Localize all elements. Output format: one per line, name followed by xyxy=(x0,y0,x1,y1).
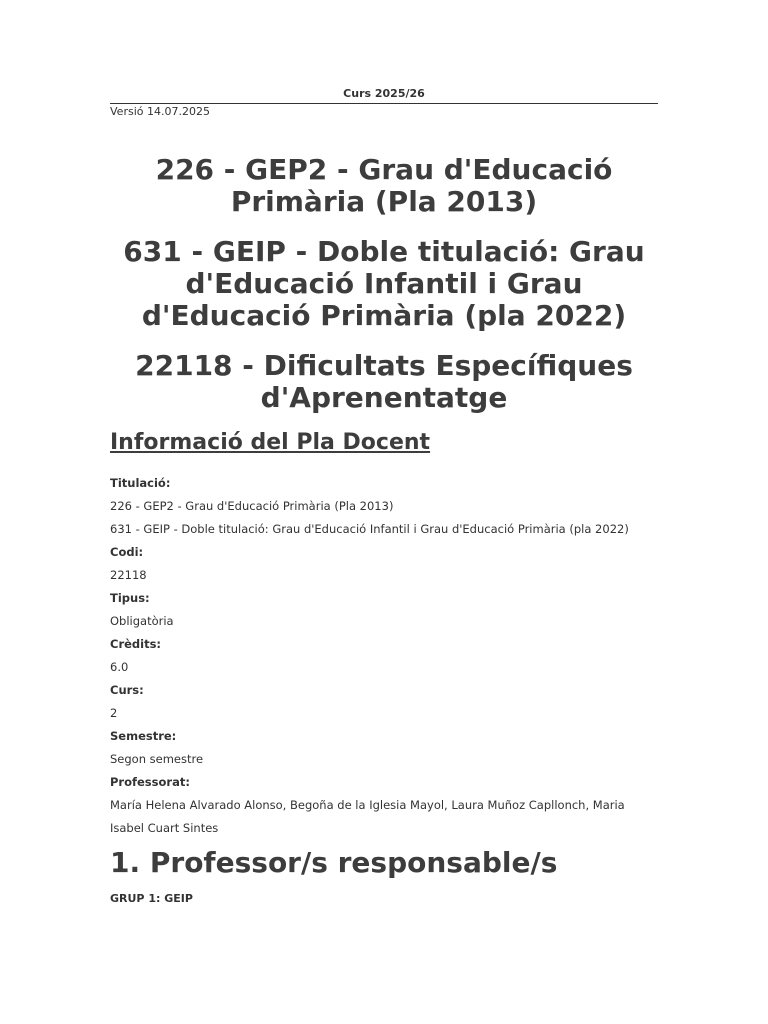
tipus-label: Tipus: xyxy=(110,591,150,605)
header-divider xyxy=(110,103,658,104)
titulacio-label: Titulació: xyxy=(110,476,171,490)
section-1-heading: 1. Professor/s responsable/s xyxy=(110,846,558,879)
professorat-label: Professorat: xyxy=(110,775,190,789)
titulacio-value-2: 631 - GEIP - Doble titulació: Grau d'Educació Infantil i Grau d'Educació Primària (pla 2022) xyxy=(110,522,629,536)
info-section-heading: Informació del Pla Docent xyxy=(110,430,431,455)
tipus-value: Obligatòria xyxy=(110,614,174,628)
plan-title-geip: 631 - GEIP - Doble titulació: Grau d'Educació Infantil i Grau d'Educació Primària (pla 2022) xyxy=(123,235,645,332)
codi-label: Codi: xyxy=(110,545,144,559)
version-label: Versió 14.07.2025 xyxy=(110,105,210,118)
semestre-label: Semestre: xyxy=(110,729,177,743)
credits-value: 6.0 xyxy=(110,660,129,674)
semestre-value: Segon semestre xyxy=(110,752,204,766)
subject-title: 22118 - Dificultats Específiques d'Aprenentatge xyxy=(135,349,633,414)
curs-value: 2 xyxy=(110,706,118,720)
titulacio-value-1: 226 - GEP2 - Grau d'Educació Primària (Pla 2013) xyxy=(110,499,394,513)
codi-value: 22118 xyxy=(110,568,147,582)
group-label: GRUP 1: GEIP xyxy=(110,892,193,905)
credits-label: Crèdits: xyxy=(110,637,162,651)
course-year-header: Curs 2025/26 xyxy=(343,87,425,100)
info-list xyxy=(110,472,658,840)
plan-title-gep2: 226 - GEP2 - Grau d'Educació Primària (Pla 2013) xyxy=(155,153,613,218)
curs-label: Curs: xyxy=(110,683,144,697)
professorat-value: María Helena Alvarado Alonso, Begoña de la Iglesia Mayol, Laura Muñoz Capllonch, Maria Isabel Cuart Sintes xyxy=(110,798,625,835)
